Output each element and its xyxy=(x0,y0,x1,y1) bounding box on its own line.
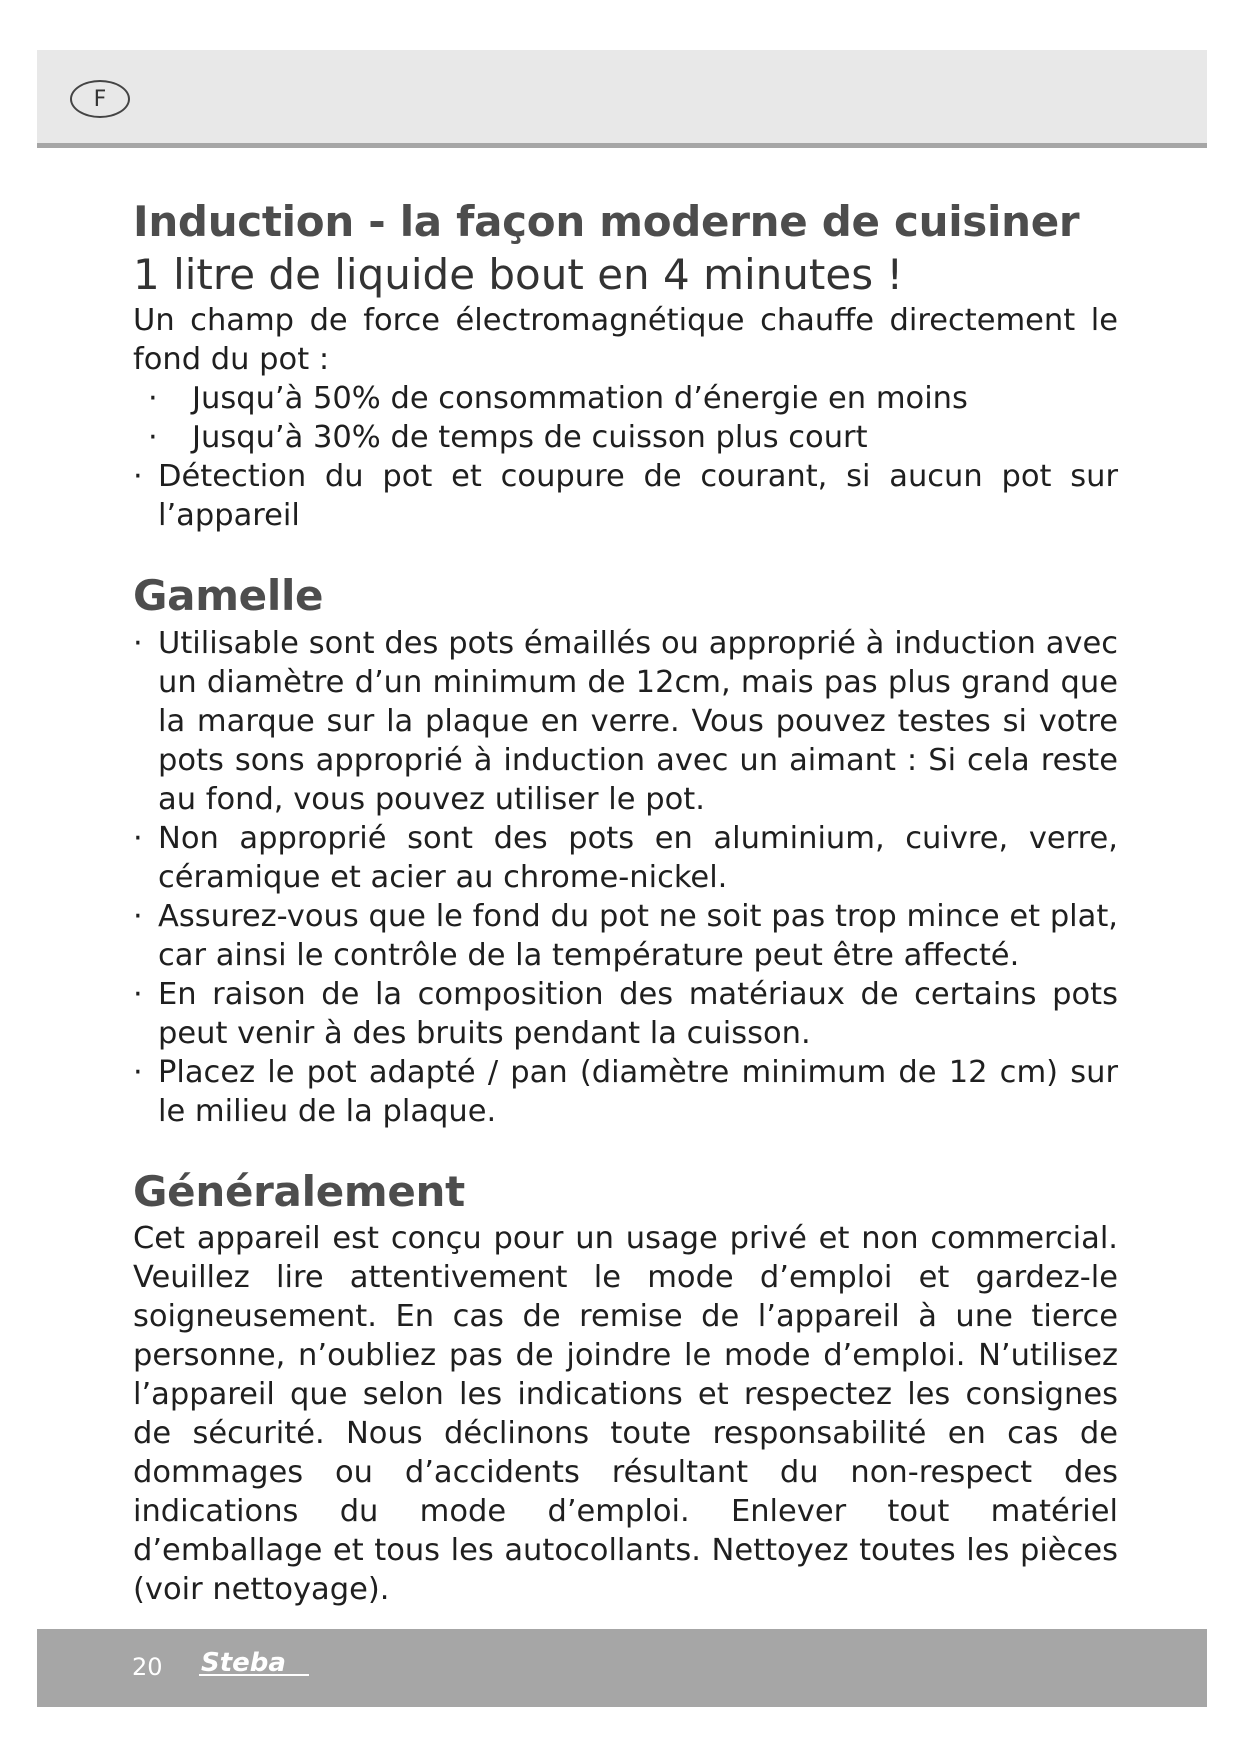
intro-paragraph: Un champ de force électromagnétique chauffe directement le fond du pot : xyxy=(133,303,1118,377)
generalement-paragraph: Cet appareil est conçu pour un usage privé et non commercial. Veuillez lire attentivement le mode d’emploi et gardez-le soigneusement. En cas de remise de l’appareil à une tierce personne, n’oubliez pas de joindre le mode d’emploi. N’utilisez l’appareil que selon les indications et respectez les consignes de sécurité. Nous déclinons toute responsabilité en cas de dommages ou d’accidents résultant du non-respect des indications du mode d’emploi. Enlever tout matériel d’emballage et tous les autocollants. Nettoyez toutes les pièces (voir nettoyage). xyxy=(133,1221,1118,1608)
footer-band xyxy=(37,1629,1207,1707)
gamelle-bullet-list xyxy=(133,624,1118,1131)
language-badge: F xyxy=(70,80,130,118)
page-content xyxy=(133,196,1118,1609)
list-item: · En raison de la composition des matériaux de certains pots peut venir à des bruits pendant la cuisson. xyxy=(133,975,1118,1053)
page-subtitle: 1 litre de liquide bout en 4 minutes ! xyxy=(133,249,904,299)
page-number: 20 xyxy=(132,1653,163,1681)
page-title: Induction - la façon moderne de cuisiner xyxy=(133,197,1080,246)
steba-logo xyxy=(197,1647,317,1681)
header-band xyxy=(37,50,1207,148)
section-heading-generalement: Généralement xyxy=(133,1166,465,1216)
section-heading-gamelle: Gamelle xyxy=(133,571,324,620)
intro-bullet-list xyxy=(133,457,1118,535)
list-item: · Assurez-vous que le fond du pot ne soit pas trop mince et plat, car ainsi le contrôle de la température peut être affecté. xyxy=(133,897,1118,975)
list-item: · Détection du pot et coupure de courant, si aucun pot sur l’appareil xyxy=(133,457,1118,535)
list-item: · Utilisable sont des pots émaillés ou approprié à induction avec un diamètre d’un minimum de 12cm, mais pas plus grand que la marque sur la plaque en verre. Vous pouvez testes si votre pots sons approprié à induction avec un aimant : Si cela reste au fond, vous pouvez utiliser le pot. xyxy=(133,624,1118,819)
list-item: · Non approprié sont des pots en aluminium, cuivre, verre, céramique et acier au chrome-nickel. xyxy=(133,819,1118,897)
intro-sub-bullet-list xyxy=(133,379,1118,457)
logo-text: Steba xyxy=(201,1648,286,1678)
list-item: · Jusqu’à 30% de temps de cuisson plus court xyxy=(133,418,1118,457)
list-item: · Placez le pot adapté / pan (diamètre minimum de 12 cm) sur le milieu de la plaque. xyxy=(133,1053,1118,1131)
list-item: · Jusqu’à 50% de consommation d’énergie en moins xyxy=(133,379,1118,418)
